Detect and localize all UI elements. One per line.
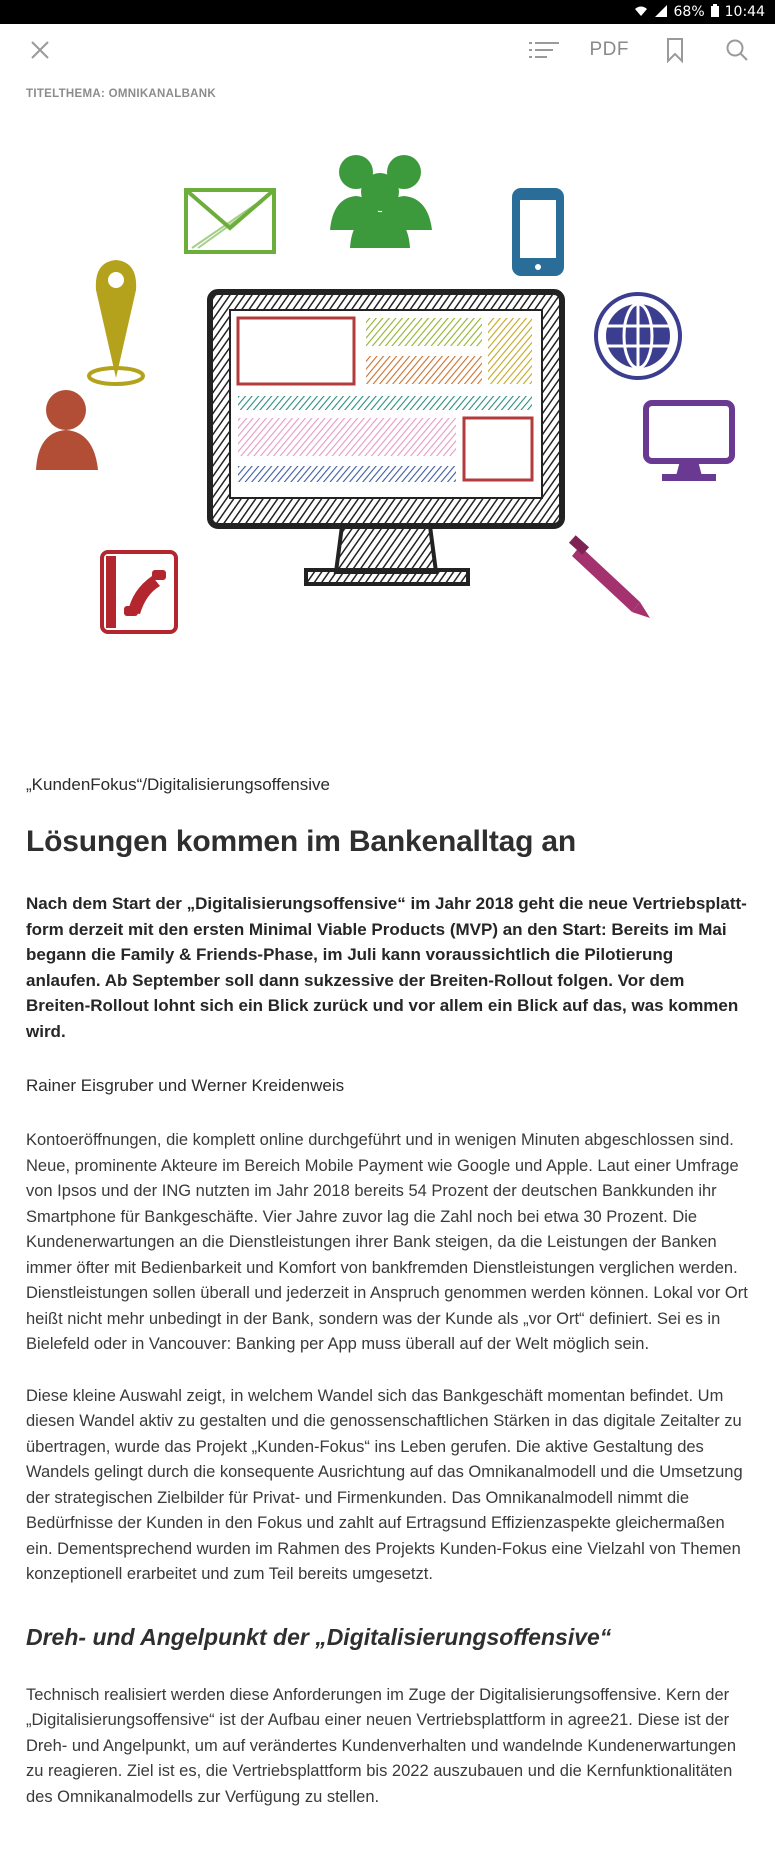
article-paragraph: Diese kleine Auswahl zeigt, in welchem Wandel sich das Bankgeschäft momentan befindet. Um diesen Wandel aktiv zu gestalten und die genossenschaftlichen Stärken in das digitale Zeitalter zu übertragen, wurde das Projekt „Kunden-Fokus“ ins Leben gerufen. Die aktive Gestaltung des Wandels gelingt durch die konsequente Ausrichtung auf das Omnikanalmodell und die Umsetzung der strategischen Zielbilder für Privat- und Firmenkunden. Das Omnikanalmodell nimmt die Bedürfnisse der Kunden in den Fokus und zahlt auf Ertragsund Effizienzaspekte gleichermaßen ein. Dementsprechend wurden im Rahmen des Projekts Kunden-Fokus eine Vielzahl von Themen konzeptionell erarbeitet und zum Teil bereits umgesetzt. [26,1386,743,1583]
smartphone-icon [512,188,564,276]
hero-illustration [0,120,775,750]
status-bar [0,0,775,24]
article-body [26,775,751,1836]
close-icon[interactable] [26,36,54,64]
bookmark-icon[interactable] [659,34,691,66]
article-paragraph: Kontoeröffnungen, die komplett online durchgeführt und in wenigen Minuten abgeschlossen sind. Neue, prominente Akteure im Bereich Mobile Payment wie Google und Apple. Laut einer Umfrage von Ipsos und der ING nutzten im Jahr 2018 bereits 54 Prozent der deutschen Bankkunden ihr Smartphone für Bankgeschäfte. Vier Jahre zuvor lag die Zahl noch bei etwa 30 Prozent. Die Kundenerwartungen an die Dienstleistungen ihrer Bank steigen, da die Leistungen der Banken immer öfter mit Bedienbarkeit und Komfort von bankfremden Dienstleistungen verglichen werden. Dienstleistungen sollen überall und jederzeit in Anspruch genommen werden können. Lokal vor Ort heißt nicht mehr unbedingt in der Bank, sondern was der Kunde als „vor Ort“ definiert. Sei es in Bielefeld oder in Vancouver: Banking per App muss überall auf der Welt möglich sein. [26,1131,748,1353]
people-icon [330,155,432,248]
battery-percent: 68% [673,4,705,20]
computer-monitor-icon [210,292,562,584]
person-icon [36,390,98,470]
list-icon[interactable] [528,34,560,66]
article-kicker: „KundenFokus“/Digitalisierungsoffensive [26,775,330,794]
article-authors: Rainer Eisgruber und Werner Kreidenweis [26,1076,345,1095]
battery-icon [711,4,719,20]
article-paragraph: Technisch realisiert werden diese Anforderungen im Zuge der Digitalisierungsoffensive. Kern der „Digitalisierungsoffensive“ ist der Aufbau einer neuen Vertriebsplattform in agree21. Diese ist der Dreh- und Angelpunkt, um auf verändertes Kundenverhalten und wandelnde Kundenerwartungen zu reagieren. Ziel ist es, die Vertriebsplattform bis 2022 auszubauen und die Kernfunktionalitäten des Omnikanalmodells zur Verfügung zu stellen. [26,1685,736,1806]
telephone-icon [102,552,176,632]
article-lead: Nach dem Start der „Digitalisierungsoffensive“ im Jahr 2018 geht die neue Vertriebsplatt-form derzeit mit den ersten Minimal Viable Products (MVP) an den Start: Bereits im Mai begann die Family & Friends-Phase, im Juli kann voraussichtlich die Pilotierung anlaufen. Ab September soll dann sukzessive der Breiten-Rollout folgen. Vor dem Breiten-Rollout lohnt sich ein Blick zurück und vor allem ein Blick auf das, was kommen wird. [26,894,747,1041]
small-monitor-icon [646,403,732,481]
wifi-icon [634,5,648,20]
pencil-icon [569,535,650,618]
article-headline: Lösungen kommen im Bankenalltag an [26,825,576,858]
globe-icon [596,294,680,378]
map-pin-icon [89,260,143,384]
signal-icon [654,5,668,20]
app-toolbar [0,24,775,76]
category-label: TITELTHEMA: OMNIKANALBANK [26,88,216,100]
article-subheading: Dreh- und Angelpunkt der „Digitalisierungsoffensive“ [26,1623,612,1650]
search-icon[interactable] [721,34,753,66]
envelope-icon [186,190,274,252]
clock: 10:44 [724,4,765,20]
pdf-button[interactable]: PDF [589,39,629,60]
